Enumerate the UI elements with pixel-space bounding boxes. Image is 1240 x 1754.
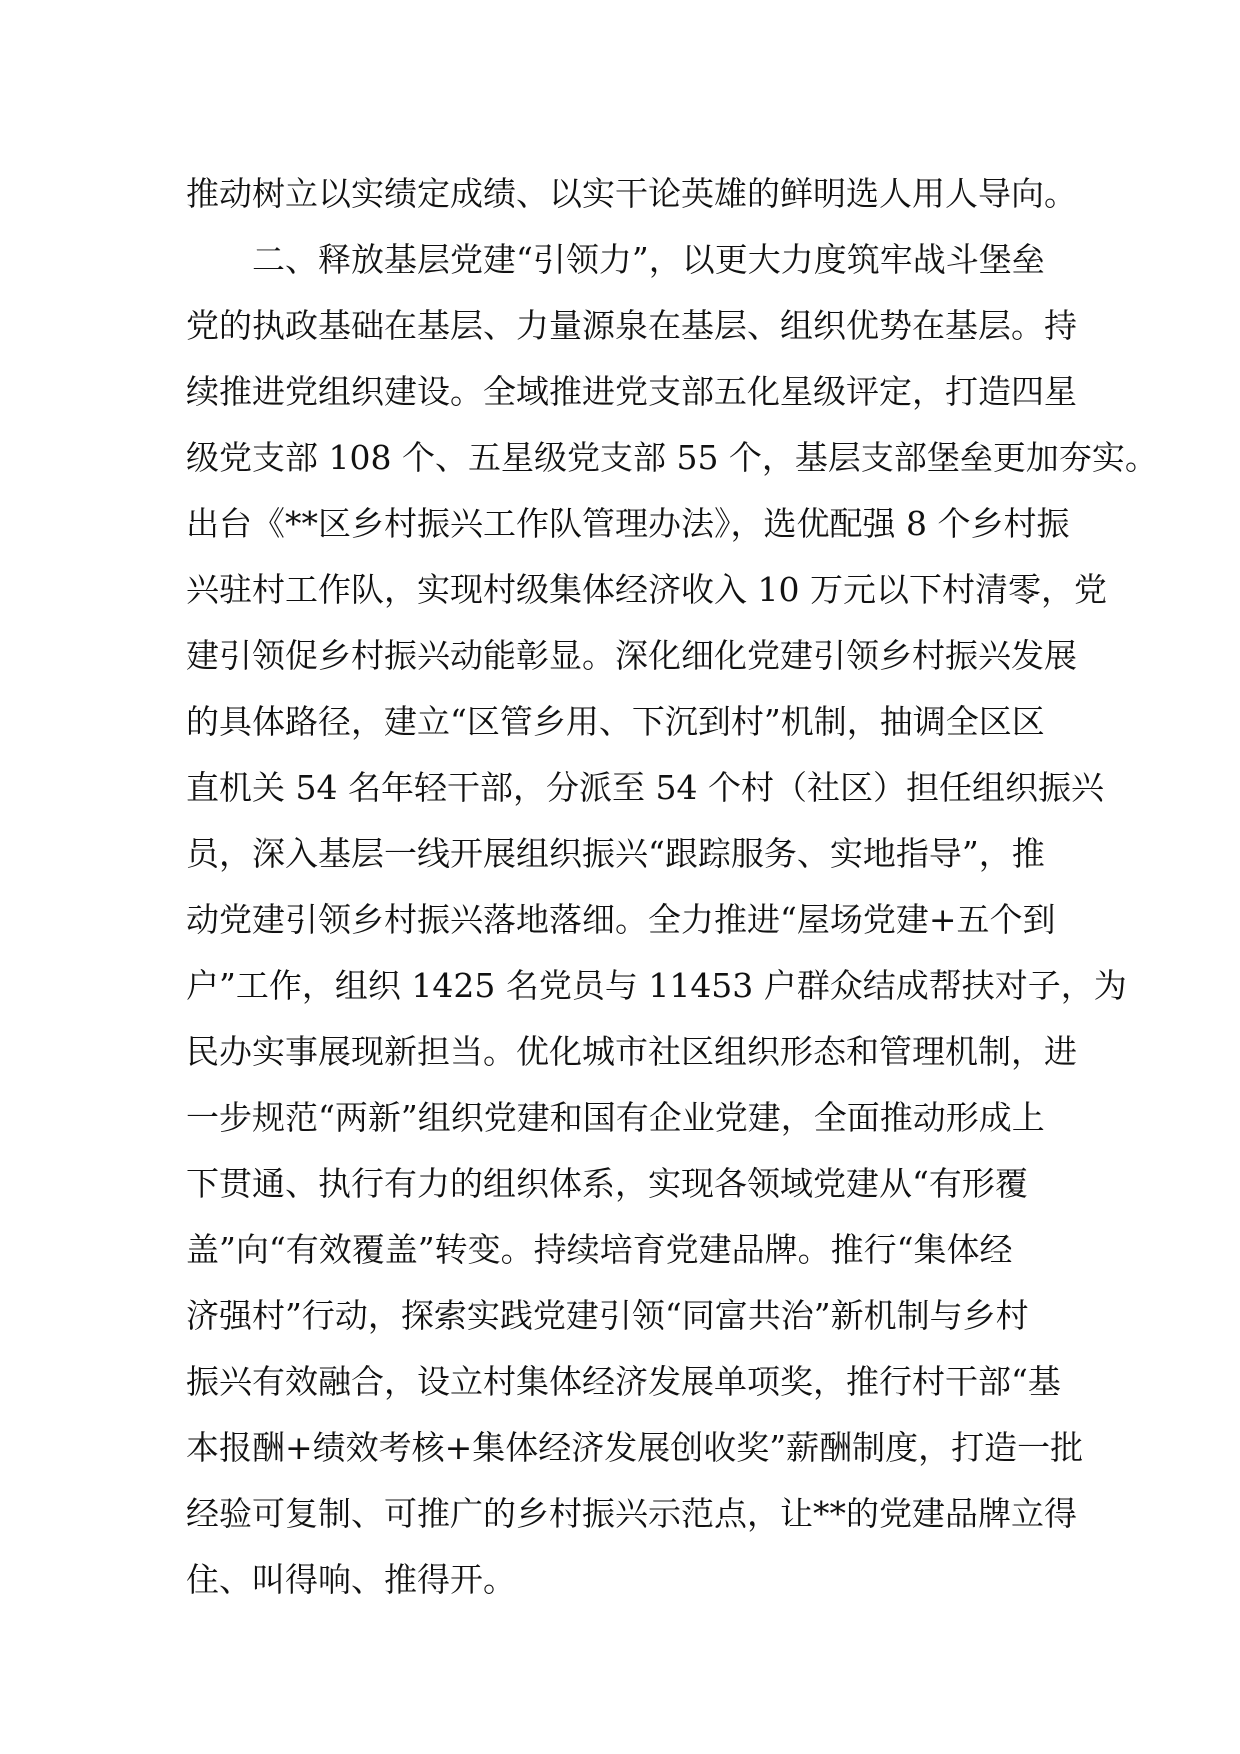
text-line: 直机关 54 名年轻干部，分派至 54 个村（社区）担任组织振兴 bbox=[186, 768, 1104, 807]
text-line: 党的执政基础在基层、力量源泉在基层、组织优势在基层。持 bbox=[186, 306, 1077, 345]
text-line: 续推进党组织建设。全域推进党支部五化星级评定，打造四星 bbox=[186, 372, 1077, 411]
text-line: 振兴有效融合，设立村集体经济发展单项奖，推行村干部“基 bbox=[186, 1362, 1061, 1401]
text-line: 盖”向“有效覆盖”转变。持续培育党建品牌。推行“集体经 bbox=[186, 1230, 1013, 1269]
text-line: 动党建引领乡村振兴落地落细。全力推进“屋场党建+五个到 bbox=[186, 900, 1056, 939]
text-line: 出台《**区乡村振兴工作队管理办法》，选优配强 8 个乡村振 bbox=[186, 504, 1070, 543]
text-line: 员，深入基层一线开展组织振兴“跟踪服务、实地指导”，推 bbox=[186, 834, 1045, 873]
text-line: 的具体路径，建立“区管乡用、下沉到村”机制，抽调全区区 bbox=[186, 702, 1045, 741]
text-line: 民办实事展现新担当。优化城市社区组织形态和管理机制，进 bbox=[186, 1032, 1077, 1071]
text-line: 兴驻村工作队，实现村级集体经济收入 10 万元以下村清零，党 bbox=[186, 570, 1107, 609]
text-line: 户”工作，组织 1425 名党员与 11453 户群众结成帮扶对子，为 bbox=[186, 966, 1127, 1005]
text-line: 下贯通、执行有力的组织体系，实现各领域党建从“有形覆 bbox=[186, 1164, 1028, 1203]
text-line: 建引领促乡村振兴动能彰显。深化细化党建引领乡村振兴发展 bbox=[186, 636, 1077, 675]
text-line: 经验可复制、可推广的乡村振兴示范点，让**的党建品牌立得 bbox=[186, 1494, 1077, 1533]
text-line: 一步规范“两新”组织党建和国有企业党建，全面推动形成上 bbox=[186, 1098, 1045, 1137]
text-line: 推动树立以实绩定成绩、以实干论英雄的鲜明选人用人导向。 bbox=[186, 174, 1077, 213]
text-line: 住、叫得响、推得开。 bbox=[186, 1560, 516, 1599]
text-line: 本报酬+绩效考核+集体经济发展创收奖”薪酬制度，打造一批 bbox=[186, 1428, 1084, 1467]
section-heading: 二、释放基层党建“引领力”，以更大力度筑牢战斗堡垒 bbox=[252, 240, 1045, 279]
text-line: 级党支部 108 个、五星级党支部 55 个，基层支部堡垒更加夯实。 bbox=[186, 438, 1158, 477]
text-line: 济强村”行动，探索实践党建引领“同富共治”新机制与乡村 bbox=[186, 1296, 1029, 1335]
